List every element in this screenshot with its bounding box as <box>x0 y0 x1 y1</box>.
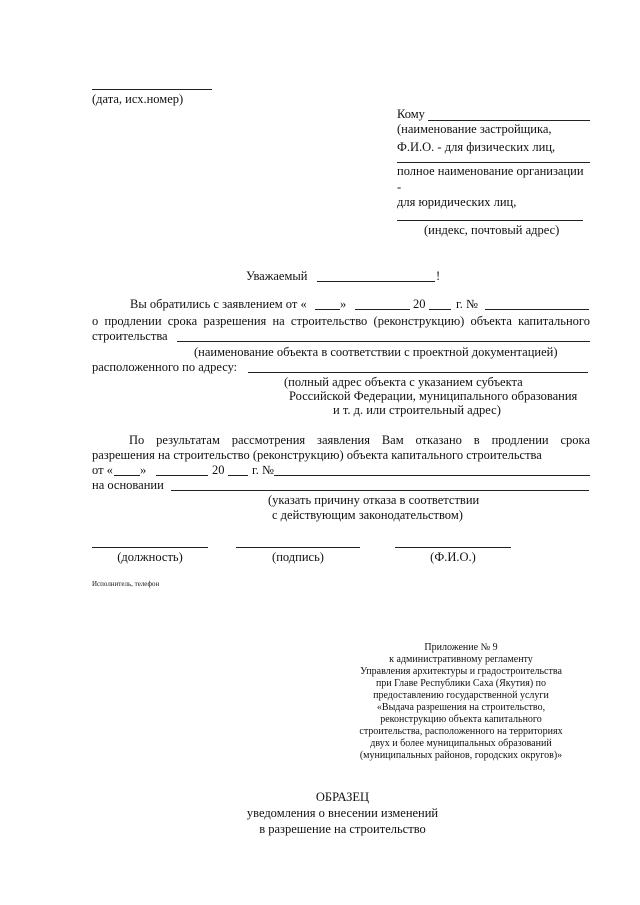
appendix-line-7: реконструкцию объекта капитального <box>380 714 542 725</box>
greeting-label: Уважаемый <box>246 269 308 283</box>
date-ref-line <box>92 89 212 90</box>
addressee-line-2 <box>397 162 590 163</box>
organization-caption: полное наименование организации <box>397 164 584 178</box>
greeting-name-line <box>317 281 435 282</box>
refusal-number-label: г. № <box>252 463 274 477</box>
legal-entity-caption: для юридических лиц, <box>397 195 517 209</box>
refusal-year-prefix: 20 <box>212 463 225 477</box>
refusal-year-line <box>228 475 248 476</box>
dash-mark: - <box>397 180 402 194</box>
appendix-line-3: Управления архитектуры и градостроительства <box>360 666 562 677</box>
refusal-day-line <box>114 475 140 476</box>
refusal-text-1: По результатам рассмотрения заявления Вам отказано в продлении срока <box>129 433 590 447</box>
appendix-line-4: при Главе Республики Саха (Якутия) по <box>375 678 547 689</box>
greeting-exclamation: ! <box>436 269 441 283</box>
object-name-line <box>177 341 590 342</box>
refusal-number-line <box>274 475 590 476</box>
signature-caption: (подпись) <box>272 550 324 564</box>
signature-line <box>236 547 360 548</box>
grounds-line <box>171 490 589 491</box>
refusal-text-2: разрешения на строительство (реконструкцию) объекта капитального строительства <box>92 448 542 462</box>
date-ref-caption: (дата, исх.номер) <box>92 92 184 106</box>
application-text-b: » <box>340 297 347 311</box>
application-text-a: Вы обратились с заявлением от « <box>130 297 307 311</box>
position-line <box>92 547 208 548</box>
application-year-prefix: 20 <box>413 297 426 311</box>
executor-phone-label: Исполнитель, телефон <box>92 580 160 588</box>
sample-subtitle-2: в разрешение на строительство <box>259 822 426 836</box>
sample-subtitle-1: уведомления о внесении изменений <box>246 806 439 820</box>
refusal-reason-caption-2: с действующим законодательством) <box>272 508 463 522</box>
refusal-month-line <box>156 475 208 476</box>
individual-caption: Ф.И.О. - для физических лиц, <box>397 140 556 154</box>
construction-label: строительства <box>92 329 168 343</box>
fio-caption: (Ф.И.О.) <box>430 550 476 564</box>
developer-caption: (наименование застройщика, <box>397 122 552 136</box>
full-address-caption-2: Российской Федерации, муниципального образования <box>289 389 578 403</box>
refusal-reason-caption-1: (указать причину отказа в соответствии <box>268 493 480 507</box>
appendix-line-8: строительства, расположенного на территориях <box>359 726 563 737</box>
refusal-date-quote: » <box>140 463 147 477</box>
sample-title: ОБРАЗЕЦ <box>315 790 370 804</box>
extension-request-text: о продлении срока разрешения на строительство (реконструкцию) объекта капитального <box>92 314 590 328</box>
address-line <box>397 220 583 221</box>
application-number-label: г. № <box>456 297 478 311</box>
full-address-caption-3: и т. д. или строительный адрес) <box>333 403 501 417</box>
refusal-date-prefix: от « <box>92 463 113 477</box>
appendix-line-9: двух и более муниципальных образований <box>370 738 552 749</box>
full-address-caption-1: (полный адрес объекта с указанием субъекта <box>284 375 523 389</box>
to-line <box>428 120 590 121</box>
appendix-line-5: предоставлению государственной услуги <box>373 690 549 701</box>
appendix-line-2: к административному регламенту <box>389 654 533 665</box>
position-caption: (должность) <box>117 550 183 564</box>
object-address-line <box>248 372 588 373</box>
postal-address-caption: (индекс, почтовый адрес) <box>424 223 560 237</box>
grounds-label: на основании <box>92 478 164 492</box>
appendix-line-10: (муниципальных районов, городских округов)» <box>359 750 563 761</box>
to-label: Кому <box>397 107 425 121</box>
fio-line <box>395 547 511 548</box>
application-year-line <box>429 309 451 310</box>
application-month-line <box>355 309 410 310</box>
located-at-label: расположенного по адресу: <box>92 360 238 374</box>
appendix-line-6: «Выдача разрешения на строительство, <box>376 702 546 713</box>
object-name-caption: (наименование объекта в соответствии с проектной документацией) <box>194 345 558 359</box>
application-day-line <box>315 309 340 310</box>
application-number-line <box>485 309 589 310</box>
appendix-number: Приложение № 9 <box>424 642 498 653</box>
